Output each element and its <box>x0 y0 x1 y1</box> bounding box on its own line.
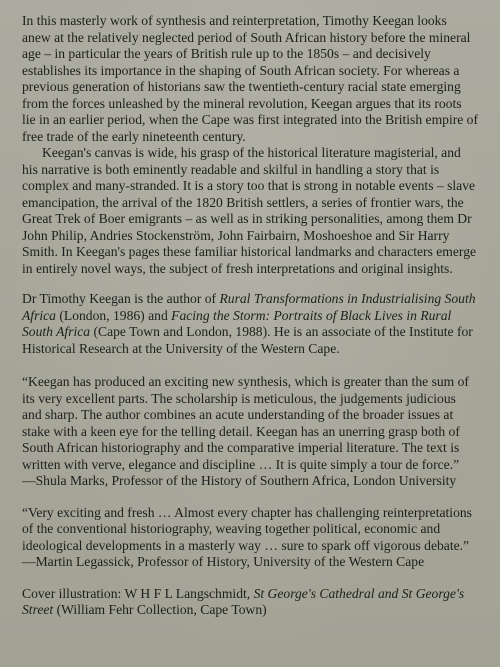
review-attribution-2: —Martin Legassick, Professor of History, University of the Western Cape <box>22 554 425 569</box>
author-book-1-info: (London, 1986) and <box>55 307 172 323</box>
spacer <box>22 277 478 291</box>
review-quote-1: “Keegan has produced an exciting new synthesis, which is greater than the sum of its very excellent parts. The scholarship is meticulous, the judgements judicious and sharp. The author combines an acute understanding of the broader issues at stake with a keen eye for the telling detail. Keegan has an unerring grasp both of South African historiography and the comparative imperial literature. The text is written with verve, elegance and discipline … It is quite simply a tour de force.” <box>22 374 469 472</box>
cover-credit-title: St George's Cathedral and St George's Street <box>22 585 465 617</box>
author-book-1-title: Rural Transformations in Industrialising South Africa <box>22 291 476 323</box>
blurb-paragraph-2: Keegan's canvas is wide, his grasp of the historical literature magisterial, and his narrative is both eminently readable and skilful in handling a story that is complex and many-stranded. It is a story too that is strong in notable events – slave emancipation, the arrival of the 1820 British settlers, a series of frontier wars, the Great Trek of Boer emigrants – as well as in striking personalities, among them Dr John Philip, Andries Stockenström, John Fairbairn, Moshoeshoe and Sir Harry Smith. In Keegan's pages these familiar historical landmarks and characters emerge in entirely novel ways, the subject of fresh interpretations and original insights. <box>22 145 477 276</box>
review-attribution-1: —Shula Marks, Professor of the History of Southern Africa, London University <box>22 473 457 488</box>
cover-credit <box>22 586 478 619</box>
spacer <box>22 357 478 374</box>
blurb-paragraph-1: In this masterly work of synthesis and reinterpretation, Timothy Keegan looks anew at the relatively neglected period of South African history before the mineral age – in particular the years of British rule up to the 1850s – and decisively establishes its importance in the shaping of South African society. For whereas a previous generation of historians saw the twentieth-century racial state emerging from the forces unleashed by the mineral revolution, Keegan argues that its roots lie in an earlier period, when the Cape was first integrated into the British empire of free trade of the early nineteenth century. <box>22 13 479 144</box>
review-quote-2: “Very exciting and fresh … Almost every chapter has challenging reinterpretations of the conventional historiography, weaving together political, economic and ideological developments in a masterly way … sure to spark off vigorous debate.” <box>22 504 472 553</box>
spacer <box>22 490 478 505</box>
author-bio <box>22 291 478 357</box>
cover-credit-tail: (William Fehr Collection, Cape Town) <box>53 602 267 617</box>
author-bio-lead: Dr Timothy Keegan is the author of <box>22 291 220 306</box>
author-bio-tail: (Cape Town and London, 1988). He is an associate of the Institute for Historical Research at the University of the Western Cape. <box>22 324 473 356</box>
spacer <box>22 571 478 586</box>
author-book-2-title: Facing the Storm: Portraits of Black Lives in Rural South Africa <box>22 307 452 339</box>
cover-credit-lead: Cover illustration: W H F L Langschmidt, <box>22 585 254 601</box>
